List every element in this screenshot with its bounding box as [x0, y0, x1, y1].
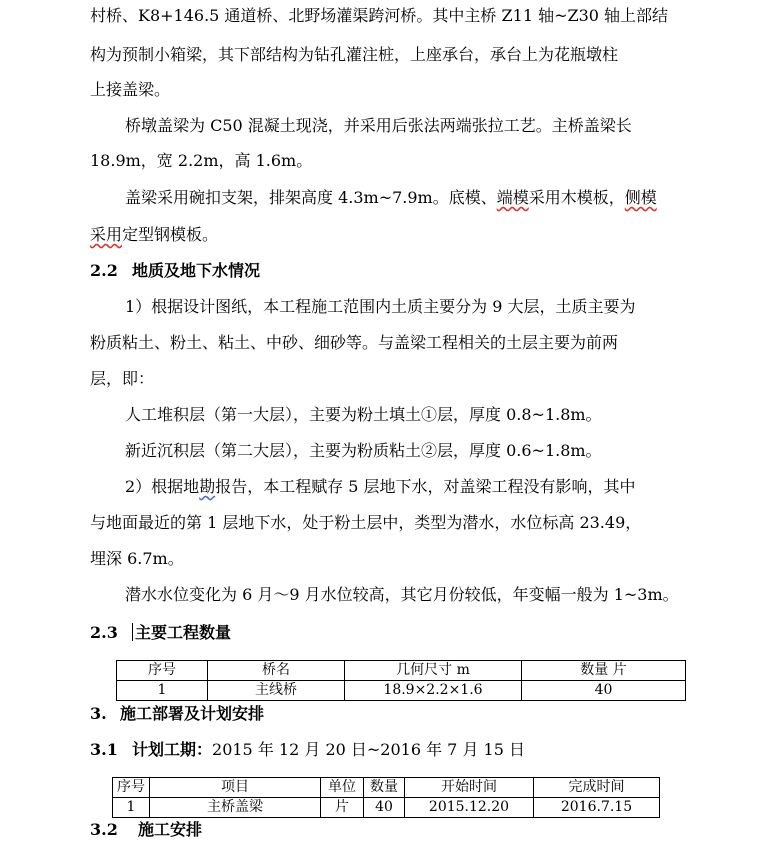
paragraph-line: 村桥、K8+146.5 通道桥、北野场灌渠跨河桥。其中主桥 Z11 轴~Z30 轴上部结: [90, 6, 669, 25]
table-header-cell: 几何尺寸 m: [345, 661, 522, 681]
section-heading-3-2: [90, 820, 202, 840]
section-number: 2.3: [90, 623, 118, 642]
paragraph-line: 层，即：: [90, 369, 155, 388]
paragraph-line: 1）根据设计图纸，本工程施工范围内土质主要分为 9 大层，土质主要为: [125, 297, 636, 316]
table-header-row: [117, 661, 686, 681]
section-title: 主要工程数量: [135, 623, 232, 642]
paragraph-line: 埋深 6.7m。: [90, 549, 184, 568]
paragraph-line: 18.9m，宽 2.2m，高 1.6m。: [90, 151, 313, 170]
section-title: 计划工期：: [132, 740, 213, 759]
section-title: 施工安排: [138, 820, 203, 839]
section-title: 地质及地下水情况: [132, 261, 261, 280]
text-run: 2）根据地: [125, 477, 200, 496]
paragraph-line: [125, 477, 636, 497]
section-heading-2-3: [90, 623, 231, 643]
table-header-cell: 序号: [113, 778, 150, 798]
section-heading-3: [90, 704, 264, 724]
table-header-cell: 数量 片: [522, 661, 686, 681]
paragraph-line: 粉质粘土、粉土、粘土、中砂、细砂等。与盖梁工程相关的土层主要为前两: [90, 333, 619, 352]
table-cell: 主桥盖梁: [150, 798, 321, 818]
section-number: 3.: [90, 704, 107, 723]
text-run: 采用木模板，: [528, 188, 625, 207]
text-cursor: [132, 623, 133, 641]
section-number: 3.1: [90, 740, 118, 759]
table-header-cell: 序号: [117, 661, 208, 681]
table-cell: 主线桥: [208, 681, 345, 701]
spellcheck-word: 端模: [496, 188, 529, 207]
table-cell: 18.9×2.2×1.6: [345, 681, 522, 701]
section-number: 3.2: [90, 820, 118, 839]
paragraph-line: 人工堆积层（第一大层），主要为粉土填土①层，厚度 0.8~1.8m。: [125, 405, 602, 424]
section-number: 2.2: [90, 261, 118, 280]
table-header-cell: 桥名: [208, 661, 345, 681]
text-run: 盖梁采用碗扣支架，排架高度 4.3m~7.9m。底模、: [125, 188, 497, 207]
table-cell: 2015.12.20: [405, 798, 534, 818]
section-heading-2-2: [90, 261, 260, 281]
paragraph-line: [125, 188, 657, 208]
table-cell: 40: [364, 798, 405, 818]
paragraph-line: 上接盖梁。: [90, 80, 171, 99]
table-cell: 1: [113, 798, 150, 818]
spellcheck-word: 勘: [199, 477, 216, 496]
table-row: [113, 798, 660, 818]
spellcheck-word: 侧模: [624, 188, 657, 207]
quantity-table: [116, 660, 686, 701]
table-header-cell: 单位: [321, 778, 364, 798]
table-cell: 片: [321, 798, 364, 818]
paragraph-line: 构为预制小箱梁，其下部结构为钻孔灌注桩，上座承台，承台上为花瓶墩柱: [90, 45, 619, 64]
table-cell: 1: [117, 681, 208, 701]
schedule-table: [112, 777, 660, 818]
table-cell: 40: [522, 681, 686, 701]
paragraph-line: 桥墩盖梁为 C50 混凝土现浇，并采用后张法两端张拉工艺。主桥盖梁长: [125, 116, 632, 135]
spellcheck-word: 采用: [90, 225, 123, 244]
table-header-cell: 数量: [364, 778, 405, 798]
table-cell: 2016.7.15: [534, 798, 660, 818]
table-header-row: [113, 778, 660, 798]
table-header-cell: 开始时间: [405, 778, 534, 798]
text-run: 报告，本工程赋存 5 层地下水，对盖梁工程没有影响，其中: [215, 477, 636, 496]
paragraph-line: 与地面最近的第 1 层地下水，处于粉土层中，类型为潜水，水位标高 23.49，: [90, 513, 642, 532]
schedule-text: 2015 年 12 月 20 日~2016 年 7 月 15 日: [212, 740, 525, 759]
section-title: 施工部署及计划安排: [120, 704, 265, 723]
table-header-cell: 项目: [150, 778, 321, 798]
table-header-cell: 完成时间: [534, 778, 660, 798]
paragraph-line: 新近沉积层（第二大层），主要为粉质粘土②层，厚度 0.6~1.8m。: [125, 441, 602, 460]
text-run: 定型钢模板。: [122, 225, 219, 244]
section-heading-3-1: [90, 740, 525, 760]
table-row: [117, 681, 686, 701]
paragraph-line: 潜水水位变化为 6 月～9 月水位较高，其它月份较低，年变幅一般为 1~3m。: [125, 585, 679, 604]
paragraph-line: [90, 225, 218, 245]
